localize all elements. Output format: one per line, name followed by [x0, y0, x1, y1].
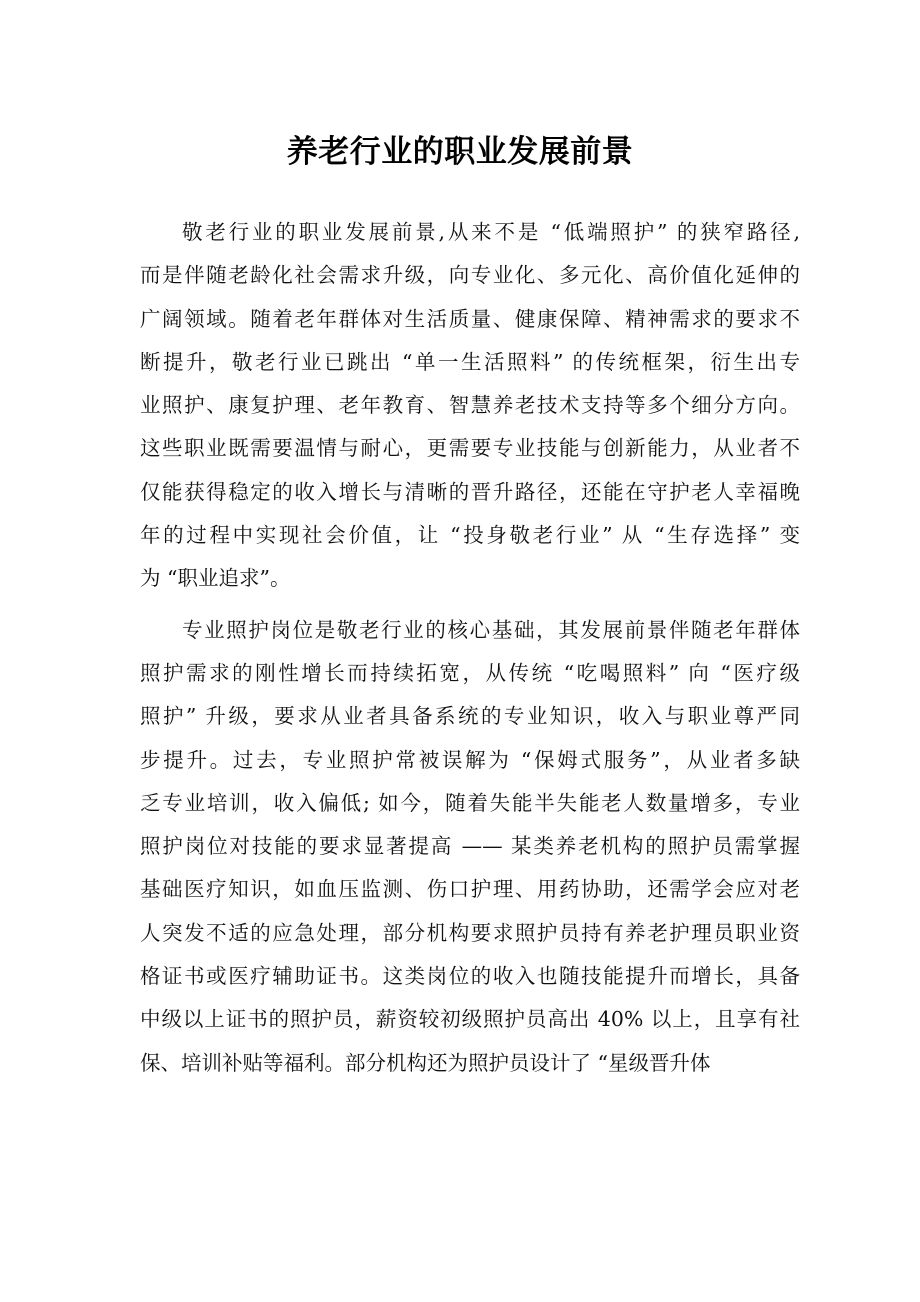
paragraph-line: 格证书或医疗辅助证书。这类岗位的收入也随技能提升而增长，具备 — [140, 964, 800, 989]
paragraph-line: 断提升，敬老行业已跳出 “单一生活照料” 的传统框架，衍生出专 — [140, 349, 800, 374]
paragraph-line: 保、培训补贴等福利。部分机构还为照护员设计了 “星级晋升体 — [140, 1050, 711, 1075]
document-title: 养老行业的职业发展前景 — [286, 134, 634, 170]
paragraph-line: 业照护、康复护理、老年教育、智慧养老技术支持等多个细分方向。 — [140, 393, 800, 418]
paragraph-line: 敬老行业的职业发展前景,从来不是 “低端照护” 的狭窄路径, — [182, 220, 800, 244]
paragraph-gap — [140, 601, 800, 609]
paragraph-line: 照护需求的刚性增长而持续拓宽，从传统 “吃喝照料” 向 “医疗级 — [140, 660, 800, 685]
paragraph-line: 照护” 升级，要求从业者具备系统的专业知识，收入与职业尊严同 — [140, 704, 800, 729]
paragraph-line: 专业照护岗位是敬老行业的核心基础，其发展前景伴随老年群体 — [182, 617, 800, 642]
paragraph-line: 年的过程中实现社会价值，让 “投身敬老行业” 从 “生存选择” 变 — [140, 523, 800, 548]
paragraph-line: 中级以上证书的照护员，薪资较初级照护员高出 40% 以上，且享有社 — [140, 1007, 800, 1032]
paragraph-1 — [140, 211, 800, 601]
document-body — [140, 211, 800, 1085]
paragraph-2 — [140, 609, 800, 1085]
paragraph-line: 照护岗位对技能的要求显著提高 —— 某类养老机构的照护员需掌握 — [140, 834, 800, 859]
paragraph-line: 基础医疗知识，如血压监测、伤口护理、用药协助，还需学会应对老 — [140, 877, 800, 902]
paragraph-line: 为 “职业追求”。 — [140, 566, 291, 591]
paragraph-line: 仅能获得稳定的收入增长与清晰的晋升路径，还能在守护老人幸福晚 — [140, 479, 800, 504]
paragraph-line: 步提升。过去，专业照护常被误解为 “保姆式服务”，从业者多缺 — [140, 747, 800, 772]
paragraph-line: 人突发不适的应急处理，部分机构要求照护员持有养老护理员职业资 — [140, 920, 800, 945]
paragraph-line: 乏专业培训，收入偏低; 如今，随着失能半失能老人数量增多，专业 — [140, 790, 800, 815]
paragraph-line: 这些职业既需要温情与耐心，更需要专业技能与创新能力，从业者不 — [140, 436, 800, 461]
paragraph-line: 而是伴随老龄化社会需求升级，向专业化、多元化、高价值化延伸的 — [140, 263, 800, 288]
paragraph-line: 广阔领域。随着老年群体对生活质量、健康保障、精神需求的要求不 — [140, 306, 800, 331]
